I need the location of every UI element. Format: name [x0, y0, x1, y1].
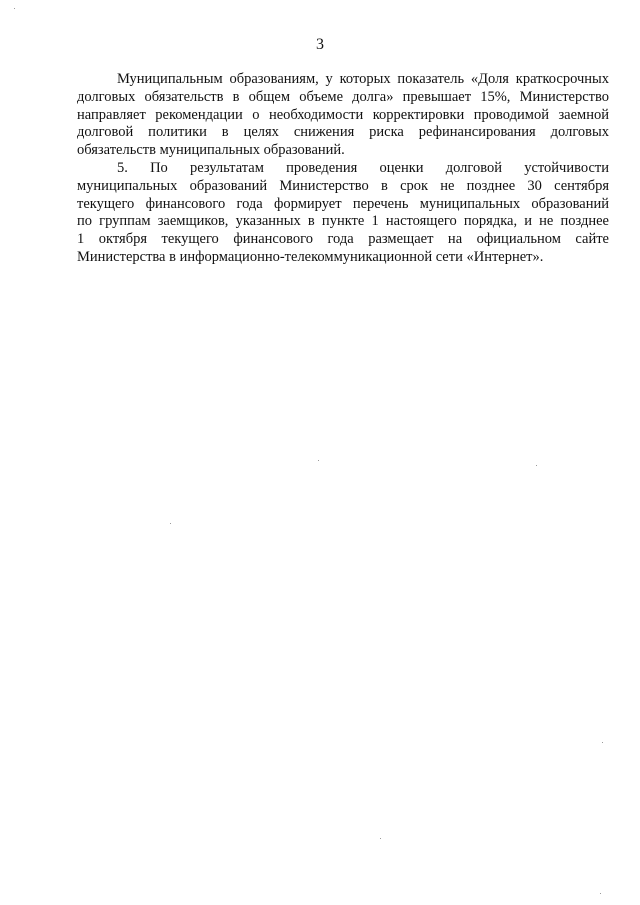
text-line: муниципальных образований Министерство в срок не позднее 30 сентября [77, 177, 609, 194]
text-line: текущего финансового года формирует перечень муниципальных образований [77, 195, 609, 212]
text-line: долговой политики в целях снижения риска рефинансирования долговых [77, 124, 609, 141]
scan-speck [600, 893, 601, 894]
text-line: обязательств муниципальных образований. [77, 142, 345, 159]
text-line: направляет рекомендации о необходимости корректировки проводимой заемной [77, 106, 609, 123]
text-line: 5. По результатам проведения оценки долговой устойчивости [117, 159, 609, 176]
text-line: 1 октября текущего финансового года размещает на официальном сайте [77, 231, 609, 248]
text-line: долговых обязательств в общем объеме долга» превышает 15%, Министерство [77, 88, 609, 105]
scan-speck [14, 8, 15, 9]
document-body [77, 71, 609, 267]
text-line: Муниципальным образованиям, у которых показатель «Доля краткосрочных [117, 71, 609, 87]
text-line: по группам заемщиков, указанных в пункте 1 настоящего порядка, и не позднее [77, 213, 609, 230]
scan-speck [536, 465, 537, 466]
paragraph-2 [77, 160, 609, 267]
scan-speck [170, 523, 171, 524]
page-number: 3 [316, 36, 324, 53]
paragraph-1 [77, 71, 609, 160]
scan-speck [318, 460, 319, 461]
scan-speck [380, 838, 381, 839]
text-line: Министерства в информационно-телекоммуникационной сети «Интернет». [77, 248, 544, 265]
scan-speck [602, 742, 603, 743]
